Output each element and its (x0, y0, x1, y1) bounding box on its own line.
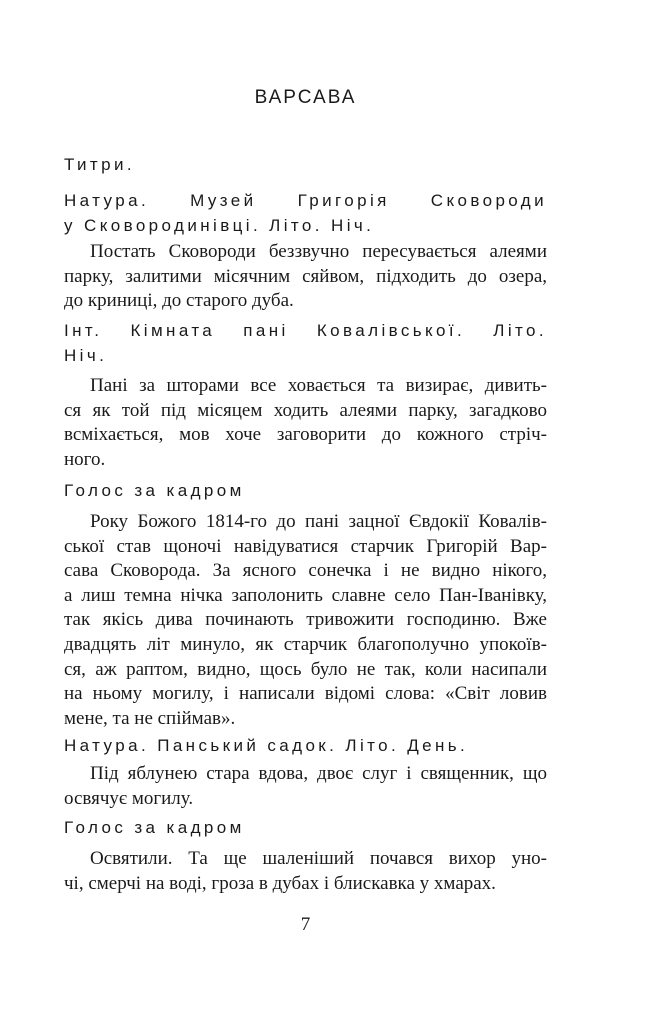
paragraph-line: Під яблунею стара вдова, двоє слуг і священник, що (90, 763, 547, 784)
paragraph-line: ся, аж раптом, видно, щось було не так, коли насипали (64, 658, 547, 680)
paragraph-line: на ньому могилу, і написали відомі слова: «Світ ловив (64, 683, 547, 705)
heading-line: Голос за кадром (64, 818, 245, 837)
heading-line: у Сковородинівці. Літо. Ніч. (64, 216, 375, 235)
chapter-title: ВАРСАВА (254, 87, 357, 108)
paragraph-line: освячує могилу. (64, 787, 194, 809)
paragraph-line: Постать Сковороди беззвучно пересувається алеями (90, 241, 547, 262)
heading-line: Титри. (64, 155, 135, 174)
paragraph-line: так якісь дива починають тривожити господиню. Вже (64, 609, 547, 631)
page-number: 7 (300, 914, 311, 935)
paragraph-voiceover-1814 (64, 510, 547, 731)
paragraph-line: ся як той під місяцем ходить алеями парку, загадково (64, 399, 547, 421)
heading-line: Натура. Панський садок. Літо. День. (64, 736, 469, 755)
paragraph-line: сава Сковорода. За ясного сонечка і не видно нікого, (64, 560, 547, 582)
paragraph-line: ного. (64, 448, 106, 470)
scene-heading-garden (64, 733, 547, 758)
paragraph-line: Освятили. Та ще шаленіший почався вихор уно- (90, 848, 547, 869)
voiceover-heading (64, 815, 547, 840)
paragraph-widow-priest (64, 762, 547, 811)
paragraph-line: Пані за шторами все ховається та визирає, дивить- (90, 375, 547, 396)
heading-line: Натура. Музей Григорія Сковороди (64, 191, 547, 210)
scene-heading-titles (64, 152, 547, 177)
paragraph-line: чі, смерчі на воді, гроза в дубах і блискавка у хмарах. (64, 872, 496, 894)
paragraph-line: ської став щоночі навідуватися старчик Григорій Вар- (64, 535, 547, 557)
paragraph-lady-curtains (64, 374, 547, 472)
heading-line: Голос за кадром (64, 481, 245, 500)
paragraph-line: Року Божого 1814-го до пані зацної Євдокії Ковалів- (90, 511, 547, 532)
page (64, 0, 547, 1024)
voiceover-heading (64, 478, 547, 503)
scene-heading-museum (64, 188, 547, 238)
paragraph-line: до криниці, до старого дуба. (64, 290, 294, 312)
paragraph-line: парку, залитими місячним сяйвом, підходить до озера, (64, 265, 547, 287)
paragraph-line: мене, та не спіймав». (64, 707, 236, 729)
paragraph-line: всміхається, мов хоче заговорити до кожного стріч- (64, 424, 547, 446)
paragraph-line: а лиш темна нічка заполонить славне село Пан-Іванівку, (64, 584, 547, 606)
paragraph-line: двадцять літ минуло, як старчик благополучно упокоїв- (64, 633, 547, 655)
heading-line: Ніч. (64, 346, 108, 365)
paragraph-skovoroda-figure (64, 240, 547, 314)
paragraph-consecrated (64, 847, 547, 896)
heading-line: Інт. Кімната пані Ковалівської. Літо. (64, 321, 547, 340)
scene-heading-room (64, 318, 547, 368)
